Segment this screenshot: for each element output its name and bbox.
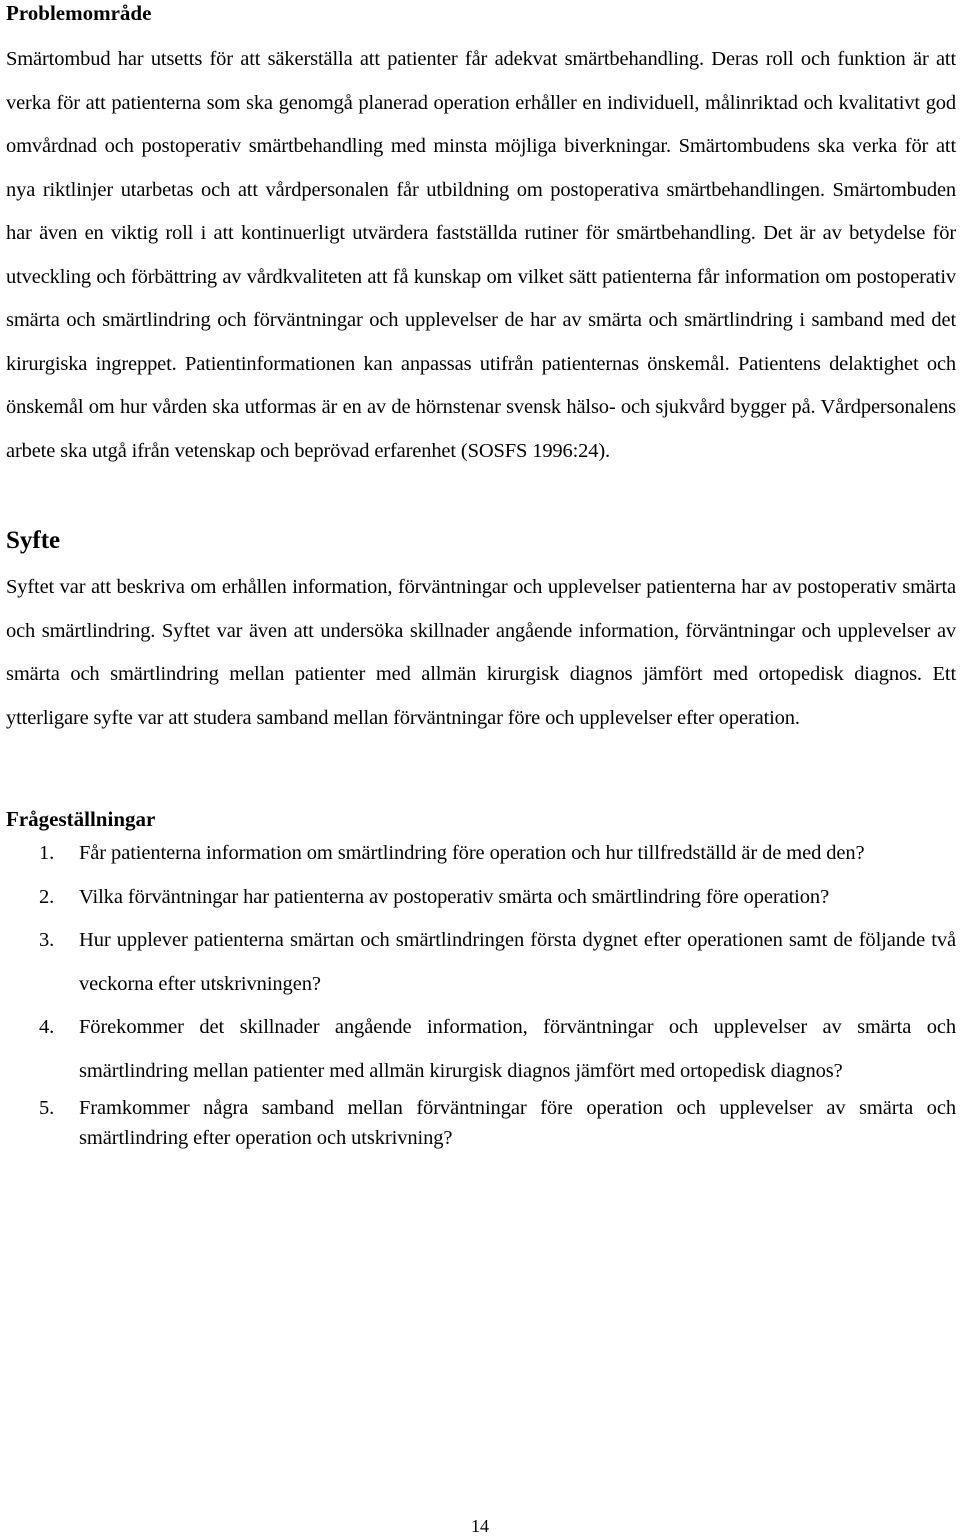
list-item — [6, 1006, 956, 1093]
list-item-number: 4. — [39, 1016, 55, 1038]
list-item-text: Förekommer det skillnader angående information, förväntningar och upplevelser av smärta och smärtlindring mellan patienter med allmän kirurgisk diagnos jämfört med ortopedisk diagnos? — [79, 1016, 956, 1082]
list-item-number: 3. — [39, 929, 55, 951]
list-item-text: Framkommer några samband mellan förväntningar före operation och upplevelser av smärta och smärtlindring efter operation och utskrivning? — [79, 1097, 956, 1149]
list-item — [6, 876, 956, 920]
questions-heading: Frågeställningar — [6, 807, 156, 831]
list-item-number: 1. — [39, 842, 55, 864]
list-item — [6, 919, 956, 1006]
questions-list — [6, 832, 956, 1153]
list-item-number: 5. — [39, 1097, 55, 1119]
list-item-text: Får patienterna information om smärtlindring före operation och hur tillfredställd är de med den? — [79, 842, 865, 864]
list-item — [6, 1093, 956, 1153]
problem-heading: Problemområde — [6, 1, 152, 25]
list-item-text: Vilka förväntningar har patienterna av postoperativ smärta och smärtlindring före operation? — [79, 885, 830, 908]
list-item-text: Hur upplever patienterna smärtan och smärtlindringen första dygnet efter operationen samt de följande två veckorna efter utskrivningen? — [79, 929, 956, 995]
aim-heading: Syfte — [6, 527, 61, 554]
page-number: 14 — [471, 1516, 489, 1536]
list-item-number: 2. — [39, 885, 55, 908]
list-item — [6, 832, 956, 876]
document-page — [6, 0, 956, 1153]
aim-paragraph: Syftet var att beskriva om erhållen information, förväntningar och upplevelser patienterna har av postoperativ smärta och smärtlindring. Syftet var även att undersöka skillnader angående information, förväntningar och upplevelser av smärta och smärtlindring mellan patienter med allmän kirurgisk diagnos jämfört med ortopedisk diagnos. Ett ytterligare syfte var att studera samband mellan förväntningar före och upplevelser efter operation. — [6, 576, 956, 729]
problem-paragraph: Smärtombud har utsetts för att säkerställa att patienter får adekvat smärtbehandling. Deras roll och funktion är att verka för att patienterna som ska genomgå planerad operation erhåller en individuell, målinriktad och kvalitativt god omvårdnad och postoperativ smärtbehandling med minsta möjliga biverkningar. Smärtombudens ska verka för att nya riktlinjer utarbetas och att vårdpersonalen får utbildning om postoperativa smärtbehandlingen. Smärtombuden har även en viktig roll i att kontinuerligt utvärdera fastställda rutiner för smärtbehandling. Det är av betydelse för utveckling och förbättring av vårdkvaliteten att få kunskap om vilket sätt patienterna får information om postoperativ smärta och smärtlindring och förväntningar och upplevelser de har av smärta och smärtlindring i samband med det kirurgiska ingreppet. Patientinformationen kan anpassas utifrån patienternas önskemål. Patientens delaktighet och önskemål om hur vården ska utformas är en av de hörnstenar svensk hälso- och sjukvård bygger på. Vårdpersonalens arbete ska utgå ifrån vetenskap och beprövad erfarenhet (SOSFS 1996:24). — [6, 48, 956, 462]
